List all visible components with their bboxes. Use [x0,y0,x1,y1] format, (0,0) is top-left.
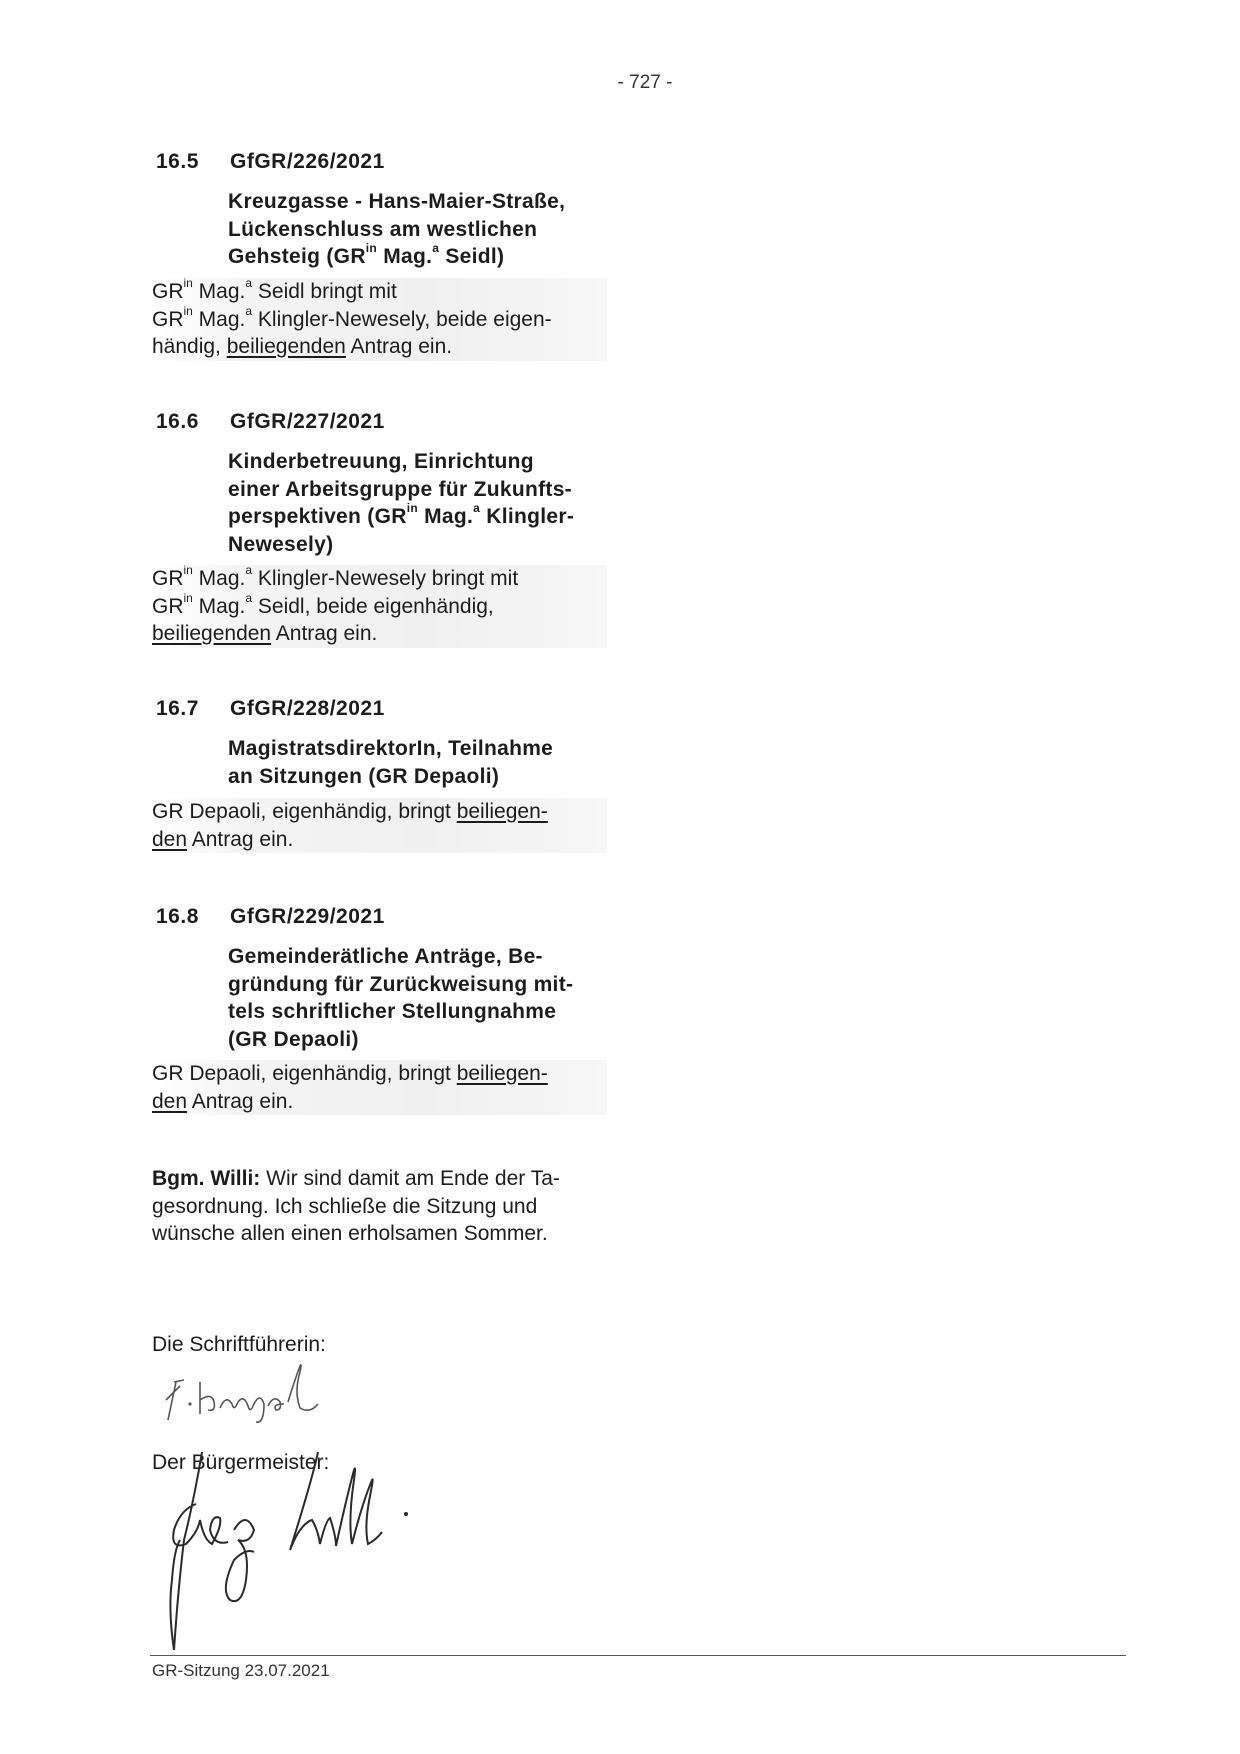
item-body: $GR^{in}$ Mag.$^a$ Klingler-Newesely bringt mit $GR^{in}$ Mag.$^a$ Seidl, beide eigenhändig, beiliegenden Antrag ein. [152,565,607,648]
item-body: GR Depaoli, eigenhändig, bringt beiliegen- den Antrag ein. [152,798,607,853]
closing-statement: Bgm. Willi: Wir sind damit am Ende der Ta- gesordnung. Ich schließe die Sitzung und wünsche allen einen erholsamen Sommer. [152,1167,560,1245]
item-reference: GfGR/226/2021 [230,150,385,173]
footer-text: GR-Sitzung 23.07.2021 [152,1661,330,1680]
item-body: $GR^{in}$ Mag.$^a$ Seidl bringt mit $GR^{in}$ Mag.$^a$ Klingler-Newesely, beide eigen- händig, beiliegenden Antrag ein. [152,278,607,361]
item-number: 16.7 [156,697,199,720]
mayor-label: Der Bürgermeister: [152,1451,330,1474]
speaker-name: Bgm. Willi: [152,1167,261,1190]
item-subject: Kinderbetreuung, Einrichtung einer Arbeitsgruppe für Zukunfts- perspektiven ($GR^{in}$ Mag.$^a$ Klingler- Newesely) [228,450,575,556]
item-reference: GfGR/227/2021 [230,410,385,433]
item-subject: Gemeinderätliche Anträge, Be- gründung für Zurückweisung mit- tels schriftlicher Stellungnahme (GR Depaoli) [228,945,574,1051]
item-reference: GfGR/228/2021 [230,697,385,720]
page-number: - 727 - [617,72,673,93]
item-number: 16.5 [156,150,199,173]
recorder-signature [160,1352,380,1432]
item-subject: Kreuzgasse - Hans-Maier-Straße, Lückenschluss am westlichen Gehsteig ($GR^{in}$ Mag.$^a$ Seidl) [228,190,566,268]
item-number: 16.6 [156,410,199,433]
item-subject: MagistratsdirektorIn, Teilnahme an Sitzungen (GR Depaoli) [228,737,554,788]
footer-divider [150,1655,1126,1656]
recorder-label: Die Schriftführerin: [152,1333,326,1356]
item-number: 16.8 [156,905,199,928]
item-body: GR Depaoli, eigenhändig, bringt beiliegen- den Antrag ein. [152,1060,607,1115]
item-reference: GfGR/229/2021 [230,905,385,928]
mayor-signature [150,1440,440,1660]
